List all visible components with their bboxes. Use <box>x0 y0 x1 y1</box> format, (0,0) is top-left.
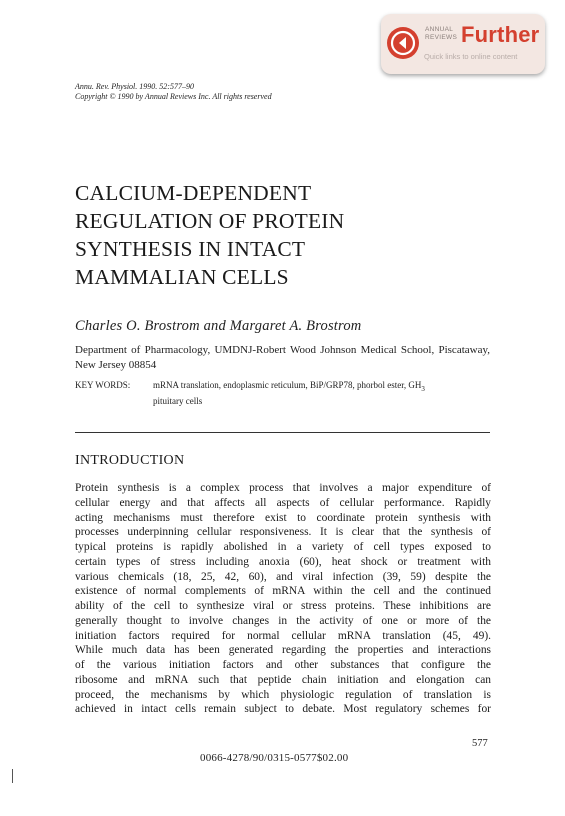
body-line: processes underpinning cellular responsiveness. It is clear that the synthesis of <box>75 526 491 539</box>
body-line: acting mechanisms must therefore exist to coordinate protein synthesis with <box>75 511 491 524</box>
keywords-subscript: 3 <box>421 384 425 393</box>
annual-reviews-label <box>425 26 461 42</box>
keywords-label: KEY WORDS: <box>75 380 131 390</box>
title-line: REGULATION OF PROTEIN <box>75 209 345 233</box>
publisher-line2: REVIEWS <box>425 34 458 41</box>
body-line: generally thought to involve changes in the activity of one or more of the <box>75 614 491 627</box>
body-line: proceed, the mechanisms by which physiologic regulation of translation is <box>75 688 491 701</box>
further-brand: Further <box>461 22 540 47</box>
title-line: MAMMALIAN CELLS <box>75 265 289 289</box>
body-line: Protein synthesis is a complex process that involves a major expenditure of <box>75 482 491 494</box>
body-line: initiation factors required for normal cellular mRNA translation (45, 49). <box>75 629 491 642</box>
keywords-text <box>153 379 498 407</box>
section-heading-introduction: INTRODUCTION <box>75 453 185 468</box>
section-divider <box>75 432 490 433</box>
body-line: of the various initiation factors and other substances that configure the <box>75 659 491 671</box>
journal-citation <box>75 82 272 102</box>
issn-code: 0066-4278/90/0315-0577$02.00 <box>200 752 349 764</box>
badge-tagline: Quick links to online content <box>424 52 518 61</box>
body-line: various chemicals (18, 25, 42, 60), and viral infection (39, 59) despite the <box>75 570 491 583</box>
introduction-paragraph <box>75 481 491 717</box>
keywords-line1: mRNA translation, endoplasmic reticulum, BiP/GRP78, phorbol ester, GH <box>153 380 422 390</box>
margin-mark <box>12 769 13 783</box>
citation-line1: Annu. Rev. Physiol. 1990. 52:577–90 <box>75 82 194 91</box>
body-line: certain types of stress including anoxia (60), heat shock or treatment with <box>75 555 491 568</box>
body-line: ability of the cell to synthesize viral or stress proteins. These inhibitions are <box>75 600 491 612</box>
publisher-line1: ANNUAL <box>425 26 454 33</box>
title-line: CALCIUM-DEPENDENT <box>75 181 312 205</box>
body-line: cellular energy and that affects all aspects of cellular performance. Rapidly <box>75 496 491 509</box>
body-line: existence of normal complements of mRNA within the cell and the continued <box>75 585 491 598</box>
arrow-left-icon <box>387 27 419 59</box>
body-line: ribosome and mRNA such that peptide chain initiation and elongation can <box>75 673 491 686</box>
keywords-line2: pituitary cells <box>153 395 203 406</box>
article-authors: Charles O. Brostrom and Margaret A. Brostrom <box>75 318 362 334</box>
title-line: SYNTHESIS IN INTACT <box>75 237 306 261</box>
further-badge[interactable] <box>381 14 545 74</box>
article-title <box>75 179 435 291</box>
body-line: achieved in intact cells remain subject to debate. Most regulatory schemes for <box>75 703 491 716</box>
citation-line2: Copyright © 1990 by Annual Reviews Inc. All rights reserved <box>75 92 272 101</box>
body-line: typical proteins is rapidly abolished in a variety of cell types exposed to <box>75 541 491 553</box>
author-affiliation: Department of Pharmacology, UMDNJ-Robert Wood Johnson Medical School, Piscataway, New Jersey 08854 <box>75 344 490 371</box>
page-number: 577 <box>472 738 488 749</box>
body-line: While much data has been generated regarding the properties and interactions <box>75 644 491 657</box>
